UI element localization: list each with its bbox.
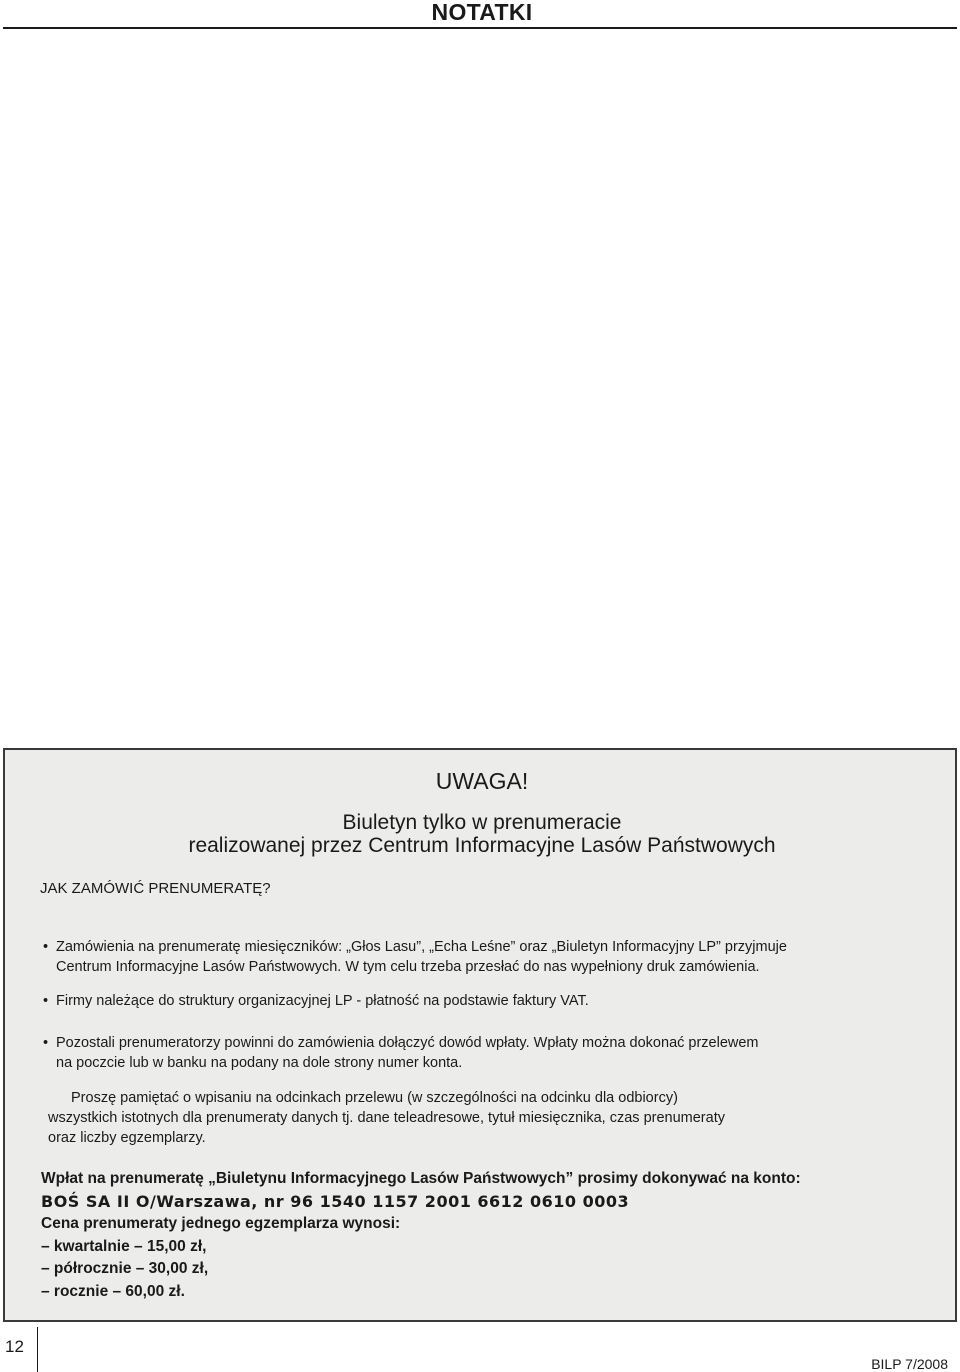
footer-divider [37,1327,38,1372]
bullet-icon: • [43,1035,49,1051]
list-item-line: Zamówienia na prenumeratę miesięczników: „Głos Lasu”, „Echa Leśne” oraz „Biuletyn Informacyjny LP” przyjmuje [56,939,787,955]
subtitle-line-2: realizowanej przez Centrum Informacyjne Lasów Państwowych [188,834,776,857]
price-item: – półrocznie – 30,00 zł, [41,1260,209,1277]
subscription-notice-box [3,748,957,1322]
list-item [43,937,863,977]
list-item-line: Firmy należące do struktury organizacyjnej LP - płatność na podstawie faktury VAT. [56,993,589,1009]
reminder-line: oraz liczby egzemplarzy. [48,1130,206,1146]
how-to-order-heading: JAK ZAMÓWIĆ PRENUMERATĘ? [40,880,271,897]
payment-intro: Wpłat na prenumeratę „Biuletynu Informacyjnego Lasów Państwowych” prosimy dokonywać na konto: [41,1170,801,1187]
header-divider [3,27,957,29]
list-item-line: Pozostali prenumeratorzy powinni do zamówienia dołączyć dowód wpłaty. Wpłaty można dokonać przelewem [56,1035,759,1051]
price-heading: Cena prenumeraty jednego egzemplarza wynosi: [41,1215,401,1232]
notice-subtitle [5,811,959,857]
reminder-line: wszystkich istotnych dla prenumeraty danych tj. dane teleadresowe, tytuł miesięcznika, czas prenumeraty [48,1110,725,1126]
list-item-line: na poczcie lub w banku na podany na dole strony numer konta. [56,1055,463,1071]
list-item [43,991,863,1011]
payment-info [41,1168,941,1303]
reminder-paragraph [48,1088,828,1148]
issue-label: BILP 7/2008 [871,1356,948,1372]
bullet-icon: • [43,993,49,1009]
subtitle-line-1: Biuletyn tylko w prenumeracie [342,811,622,834]
page-title: NOTATKI [431,0,533,25]
list-item [43,1033,863,1073]
notice-heading: UWAGA! [435,768,529,794]
price-item: – rocznie – 60,00 zł. [41,1282,185,1300]
price-item: – kwartalnie – 15,00 zł, [41,1237,207,1255]
bank-account: BOŚ SA II O/Warszawa, nr 96 1540 1157 2001 6612 0610 0003 [41,1191,630,1211]
bullet-icon: • [43,939,49,955]
reminder-line: Proszę pamiętać o wpisaniu na odcinkach przelewu (w szczególności na odcinku dla odbiorcy) [71,1090,678,1106]
page-number: 12 [5,1337,24,1356]
list-item-line: Centrum Informacyjne Lasów Państwowych. W tym celu trzeba przesłać do nas wypełniony druk zamówienia. [56,959,760,975]
